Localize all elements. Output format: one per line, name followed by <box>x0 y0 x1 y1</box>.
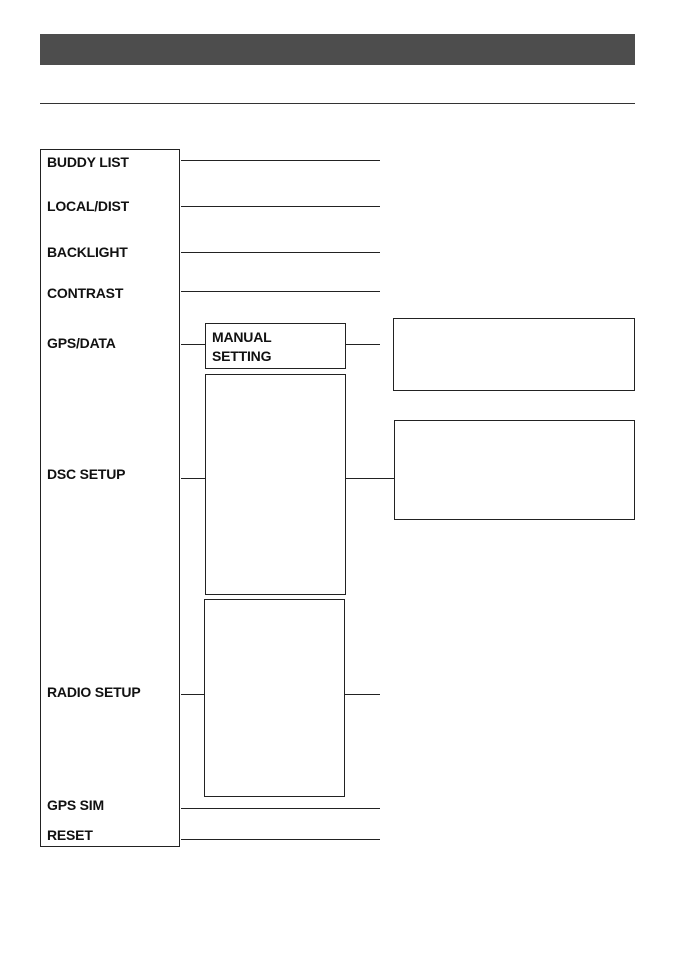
menu-item-contrast[interactable]: CONTRAST <box>47 285 124 301</box>
gps-data-detail-box <box>393 318 635 391</box>
radio-setup-submenu-box <box>204 599 345 797</box>
menu-item-local-dist[interactable]: LOCAL/DIST <box>47 198 129 214</box>
menu-item-gps-sim[interactable]: GPS SIM <box>47 797 104 813</box>
manual-setting-line1: MANUAL <box>212 329 272 345</box>
menu-item-dsc-setup[interactable]: DSC SETUP <box>47 466 126 482</box>
manual-setting-label[interactable] <box>212 328 271 366</box>
dsc-setup-detail-box <box>394 420 635 520</box>
menu-item-reset[interactable]: RESET <box>47 827 93 843</box>
menu-item-buddy-list[interactable]: BUDDY LIST <box>47 154 129 170</box>
manual-setting-line2: SETTING <box>212 348 272 364</box>
menu-item-radio-setup[interactable]: RADIO SETUP <box>47 684 141 700</box>
menu-item-gps-data[interactable]: GPS/DATA <box>47 335 116 351</box>
main-menu-box <box>40 149 180 847</box>
menu-item-backlight[interactable]: BACKLIGHT <box>47 244 128 260</box>
dsc-setup-submenu-box <box>205 374 346 595</box>
gps-data-submenu-box <box>205 323 346 369</box>
